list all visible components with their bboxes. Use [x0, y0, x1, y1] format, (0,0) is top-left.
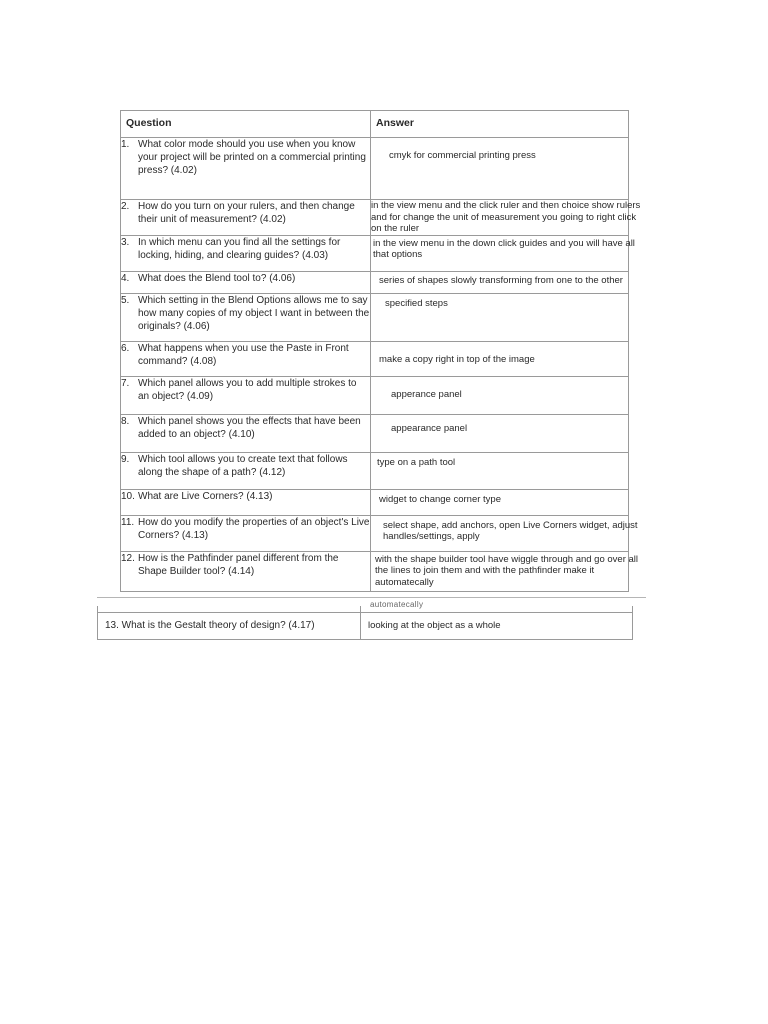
question-text: How do you turn on your rulers, and then change their unit of measurement? (4.02)	[138, 201, 355, 225]
question-text: How do you modify the properties of an object's Live Corners? (4.13)	[138, 516, 370, 541]
question-number: 8.	[121, 415, 130, 427]
question-number: 2.	[121, 201, 130, 212]
question-text: Which panel shows you the effects that have been added to an object? (4.10)	[138, 415, 361, 440]
table-row	[121, 271, 629, 293]
question-number: 1.	[121, 139, 130, 150]
answer-text: in the view menu and the click ruler and then choice show rulers and for change the unit of measurement you going to right click on the ruler	[371, 200, 641, 234]
answer-text: select shape, add anchors, open Live Corners widget, adjust handles/settings, apply	[383, 519, 638, 542]
faded-answer-fragment: automatecally	[370, 600, 424, 609]
question-number: 7.	[121, 377, 130, 389]
answer-text: in the view menu in the down click guides and you will have all that options	[373, 237, 635, 260]
extra-table-row	[97, 606, 633, 640]
answer-text: make a copy right in top of the image	[379, 353, 535, 365]
question-text: What happens when you use the Paste in Front command? (4.08)	[138, 342, 349, 367]
question-text: How is the Pathfinder panel different from the Shape Builder tool? (4.14)	[138, 552, 339, 577]
answer-13: looking at the object as a whole	[368, 620, 501, 631]
question-number: 3.	[121, 236, 130, 248]
answer-text: widget to change corner type	[379, 493, 501, 505]
table-row	[121, 515, 629, 551]
answer-text: apperance panel	[391, 388, 462, 400]
overlap-rule	[97, 597, 646, 598]
answer-cell	[371, 414, 629, 452]
column-divider	[360, 606, 361, 639]
question-number: 9.	[121, 453, 130, 465]
question-cell	[121, 551, 371, 591]
answer-text: series of shapes slowly transforming from one to the other	[379, 274, 623, 286]
answer-text: with the shape builder tool have wiggle through and go over all the lines to join them and with the pathfinder make it automatecally	[375, 553, 639, 588]
table-header-row	[121, 111, 629, 138]
table-row	[121, 551, 629, 591]
question-text: What are Live Corners? (4.13)	[138, 490, 273, 502]
table-row	[121, 376, 629, 414]
question-number: 4.	[121, 272, 130, 284]
question-cell	[121, 489, 371, 515]
answer-cell	[371, 452, 629, 489]
question-cell	[121, 414, 371, 452]
question-cell	[121, 515, 371, 551]
question-cell	[121, 200, 371, 236]
table-row	[121, 341, 629, 376]
question-text: What does the Blend tool to? (4.06)	[138, 272, 296, 284]
answer-cell	[371, 138, 629, 200]
question-number: 11.	[121, 516, 135, 528]
table-row	[121, 235, 629, 271]
table-row	[121, 138, 629, 200]
answer-text: specified steps	[385, 297, 448, 309]
question-number: 10.	[121, 490, 135, 502]
answer-text: cmyk for commercial printing press	[389, 150, 536, 161]
question-13: 13. What is the Gestalt theory of design? (4.17)	[105, 620, 315, 631]
question-text: What color mode should you use when you know your project will be printed on a commercial printing press? (4.02)	[138, 139, 366, 176]
answer-cell	[371, 235, 635, 271]
question-text: Which panel allows you to add multiple strokes to an object? (4.09)	[138, 377, 357, 402]
answer-cell	[371, 293, 629, 341]
answer-cell	[371, 551, 639, 591]
row-divider	[98, 612, 632, 613]
answer-text: appearance panel	[391, 422, 468, 434]
answer-cell	[371, 200, 641, 236]
table-row	[121, 293, 629, 341]
question-cell	[121, 452, 371, 489]
answer-cell	[371, 341, 629, 376]
answer-cell	[371, 489, 629, 515]
question-number: 12.	[121, 552, 135, 564]
question-text: Which tool allows you to create text that follows along the shape of a path? (4.12)	[138, 453, 348, 478]
table-row	[121, 489, 629, 515]
header-answer: Answer	[371, 111, 629, 138]
table-row	[121, 452, 629, 489]
question-number: 6.	[121, 342, 130, 354]
answer-cell	[371, 376, 629, 414]
question-number: 5.	[121, 294, 130, 306]
question-cell	[121, 235, 371, 271]
question-text: In which menu can you find all the settings for locking, hiding, and clearing guides? (4.03)	[138, 236, 341, 261]
table-row	[121, 200, 629, 236]
question-cell	[121, 341, 371, 376]
table-row	[121, 414, 629, 452]
question-text: Which setting in the Blend Options allows me to say how many copies of my object I want in between the originals? (4.06)	[138, 294, 370, 332]
header-question: Question	[121, 111, 371, 138]
qa-table	[120, 110, 641, 592]
answer-text: type on a path tool	[377, 456, 456, 468]
answer-cell	[371, 271, 629, 293]
question-cell	[121, 376, 371, 414]
question-cell	[121, 138, 371, 200]
answer-cell	[371, 515, 638, 551]
question-cell	[121, 271, 371, 293]
question-cell	[121, 293, 371, 341]
